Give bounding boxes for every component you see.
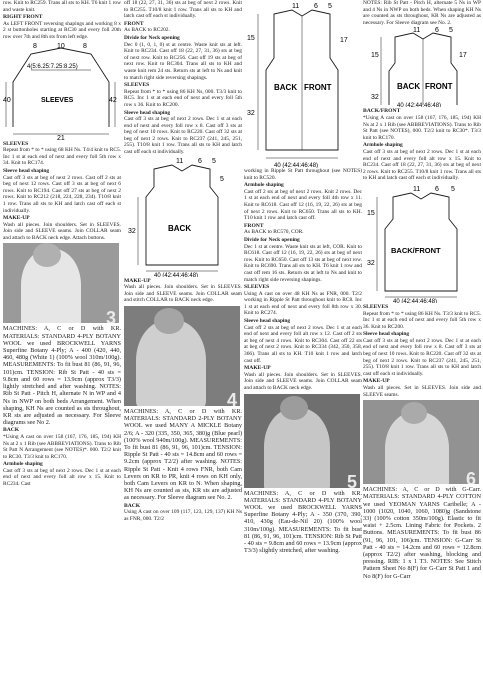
bf-top-label-front: FRONT <box>425 82 453 92</box>
armhole-text: Cast off 2 sts at beg of next 2 rows. Knit 2 rows. Dec 1 st at each end of next and every foll 4th row x 11. Knit to RC618. Cast off 12 (16, 19, 22, 26) sts at beg of next 2 rows. Knit to RC650. Trans all sts to KH. T10 knit 1 row and latch cast off. <box>244 188 362 222</box>
bf-dim-height-b: 17 <box>340 37 348 44</box>
back-label: BACK <box>168 223 192 233</box>
sleeve-shaping-heading: Sleeve head shaping <box>363 331 410 338</box>
bf-bottom-label: BACK/FRONT <box>391 245 441 255</box>
makeup-heading: MAKE-UP <box>124 277 151 284</box>
back-dim-shoulder: 5 <box>220 175 224 183</box>
sleeve-dim-height-b: 42 <box>109 96 117 104</box>
right-front-text: As LEFT FRONT reversing shapings and working 8 x 2 st buttonholes starting at RC30 and every foll 20th row over 7th and 8th sts from left edge. <box>3 20 121 40</box>
sleeve-shaping-heading: Sleeve head shaping <box>124 109 171 116</box>
bf-top-dim-side: 5 <box>449 27 453 35</box>
back-text: Using A cast on over 109 (117, 123, 129, 137) KH Ns as FNR, 000. T2/2 <box>124 509 242 522</box>
col2-intro: off 18 (22, 27, 31, 36) sts at beg of next 2 rows. Knit to RC255. T10/8 knit 1 row. Trans all sts to KH and latch cast off each st individually. <box>124 0 242 20</box>
sleeve-shaping-heading: Sleeve head shaping <box>3 167 50 174</box>
bf-top-dim-neck: 6 <box>435 27 439 35</box>
bf-bottom-dim-base: 40 (42:44:46:48) <box>393 298 438 303</box>
bf-dim-height-a: 15 <box>247 35 255 42</box>
back-front-diagram-top <box>363 27 481 107</box>
armhole-heading: Armhole shaping <box>3 461 43 468</box>
back-diagram <box>124 157 242 277</box>
sleeves-text: Repeat from * to * using 86 KH Ns, 000. T3/3 knit to RC5. Inc 1 st at each end of next and every foll 5th row x 36. Knit to RC200. <box>124 88 242 108</box>
bf-dim-side: 5 <box>328 3 332 10</box>
materials-text: MACHINES: A, C or D with KR. MATERIALS: STANDARD 4-PLY BOTANY WOOL we used BROCKWELL YARNS Superfine Botany 4-Ply; A - 350 (370, 390, 410, 430g (Eau-de-Nil 20) (100% wool 310m/100g). MEASUREMENTS: To fit bust 81 (86, 91, 96, 101)cm. TENSION: Rib St Patt - 40 sts = 9.8cm and 60 rows = 13.9cm (approx T3/3) slightly stretched, after washing. <box>244 489 362 555</box>
bf-label-back: BACK <box>274 83 298 92</box>
sleeve-label: SLEEVES <box>41 96 74 104</box>
back-text: *Using A cast on over 158 (167, 176, 185, 194) KH Ns at 2 x 1 Rib (see ABBREVIATIONS). Trans to Rib St Patt N Arrangement (see NOTES)*. 000. T2/2 knit to RC30. T3/3 knit to RC170. <box>3 433 121 460</box>
back-dim-base: 40 (42:44:46:48) <box>154 272 199 277</box>
sleeve-diagram <box>3 42 121 140</box>
divide-text: Dec 0 (1, 0, 1, 0) st at centre. Waste knit sts at left. Knit to RC234. Cast off 18 (22, 27, 31, 36) sts at beg of next row. Knit to RC256. Cast off 19 sts at beg of next row. Knit to RC304. Trans all sts to KH and waste knit rem 24 sts. Return sts at left to Ns and knit to match right side reversing shapings. <box>124 41 242 81</box>
col4-intro: NOTES: Rib St Patt - Pitch H, alternate 5 Ns in WP and 4 Ns in NWP on both beds. When shaping KH Ns are counted as sts throughout, KR Ns are adjusted as necessary. For Sleeve diagram see No. 2. <box>363 0 481 26</box>
materials-text: MACHINES: A, C or D with KR. MATERIALS: STANDARD 4-PLY BOTANY WOOL we used BROCKWELL YARNS Superfine Botany 4-Ply; A - 400 (420, 440, 460, 480g (White 1) (100% wool 310m/100g). MEASUREMENTS: To fit bust 81 (86, 91, 96, 101)cm. TENSION: Rib St Patt - 40 sts = 9.8cm and 60 rows = 13.9cm (approx T3/3) lightly stretched and after washing. NOTES: Rib St Patt - Pitch H, alternate N in WP and 4 Ns in NWP on both beds Arrangement. When shaping, KH Ns are counted as sts throughout, KR sts are adjusted as necessary. For Sleeve diagrams see No 2. <box>3 325 121 427</box>
sleeves-heading: SLEEVES <box>363 303 389 310</box>
bf-bottom-dim-side: 5 <box>451 185 455 193</box>
armhole-text: Cast off 3 sts at beg of next 2 rows. Dec 1 st at each end of next and every foll alt row x 15. Knit to RC234. Cast off 18 (22, 27, 31, 36) sts at beg of next 2 rows. Knit to RC255. T10/8 knit 1 row. Trans all sts to KH and latch cast off each st individually. <box>363 148 481 182</box>
sleeve-shaping-text: Cast off 3 sts at beg of next 2 rows. Dec 1 st at each end of next and every foll row x 8. Cast off 3 sts at beg of next 10 rows. Knit to RC220. Cast off 32 sts at beg of next 2 rows. Knit to RC237 (241, 245, 251, 255). T10/8 knit 1 row. Trans all sts to KH and latch cast off each st individually. <box>363 337 481 377</box>
garment-photo-4 <box>124 306 240 406</box>
bf-top-dim-top: 11 <box>413 27 421 35</box>
materials-text: MACHINES: A, C or D with G-Carr. MATERIALS: STANDARD 4-PLY COTTON we used YEOMAN YARNS Caribelle; A - 1000 (1020, 1040, 1060, 1080)g (Sandstone 33) (100% cotton 350m/100g). Elastic to fit waist + 2.5cm. Lining Fabric for Pockets. 2 Buttons. MEASUREMENTS: To fit bust 86 (91, 96, 101, 106)cm. TENSION: G-Carr St Patt - 40 sts = 14.2cm and 60 rows = 12.8cm (approx T2/2) after washing, blocking and pressing. RIB: 1 x 1 T3. NOTES: See Stitch Pattern Sheet No 8(F) for G-Carr St Patt 1 and No 8(F) for G-Carr <box>363 486 481 580</box>
back-front-diagram-bottom <box>363 183 481 303</box>
bf-dim-top: 11 <box>292 3 300 10</box>
model-head <box>280 396 308 420</box>
model-head <box>154 308 184 334</box>
makeup-text: Wash all pieces. Set in SLEEVES. Join side and SLEEVE seams. <box>363 385 481 398</box>
right-front-heading: RIGHT FRONT <box>3 14 43 21</box>
makeup-heading: MAKE-UP <box>244 365 271 372</box>
photo-number: 5 <box>346 472 357 488</box>
bf-dim-neck: 6 <box>314 3 318 10</box>
armhole-heading: Armhole shaping <box>244 182 284 189</box>
sleeves-text: Using A cast on over 48 KH Ns as FNR, 000. T2/2 working in Ripple St Patt throughout knit to RC8. Inc 1 st at each end of next and every foll 8th row x 30. Knit to RC274. <box>244 290 362 317</box>
bf-bottom-dim-neck: 6 <box>435 185 439 193</box>
front-text: As BACK to RC202. <box>124 27 170 34</box>
column-4 <box>363 0 481 700</box>
photo-number: 6 <box>465 468 476 485</box>
divide-heading: Divide for Neck opening <box>124 34 180 41</box>
bf-top-label-back: BACK <box>397 82 421 92</box>
garment-photo-6 <box>363 400 479 484</box>
back-front-text: *Using A cast on over 158 (167, 176, 185, 194) KH Ns at 2 x 1 Rib (see ABBREVIATIONS). Trans to Rib St Patt (see NOTES), 000. T2/2 knit to RC30*. T3/3 knit to RC170. <box>363 114 481 141</box>
bf-dim-height-c: 32 <box>247 110 255 117</box>
column-1 <box>3 0 121 700</box>
front-heading: FRONT <box>124 20 144 27</box>
makeup-text: Wash all pieces. Join shoulders. Set in SLEEVES. Join side and SLEEVE seams. Join COLLAR seam and stitch COLLAR to BACK neck edge. <box>124 284 242 304</box>
back-front-diagram <box>244 0 362 168</box>
column-3 <box>244 0 362 700</box>
bf-top-dim-height-a: 15 <box>371 52 379 60</box>
bf-bottom-dim-top: 11 <box>413 185 421 193</box>
materials-text: MACHINES: A, C or D with KR. MATERIALS: STANDARD 2-PLY BOTANY WOOL we used MANY A MICKLE Botany 2/6; A - 320 (335, 350, 365, 380)g (Blue pearl) (100% wool 940m/100g). MEASUREMENTS: To fit bust 81 (86, 91, 96, 101)cm. TENSION: Ripple St Patt - 40 sts = 14.8cm and 60 rows = 9.2cm (approx T2/2) after washing. NOTES: Ripple St Patt - Knit 4 rows FNR, both Cam Levers on KR to PR, knit 4 rows on KH only, both Cam Levers on KR to N. When shaping, KH Ns are counted as sts, KR sts are adjusted as necessary. For Sleeve diagram see No. 2. <box>124 408 242 502</box>
back-dim-height: 32 <box>128 227 136 235</box>
back-heading: BACK <box>124 502 141 509</box>
sleeve-dim-top: 8 <box>33 42 37 50</box>
bf-top-dim-height-b: 17 <box>459 52 467 60</box>
sleeves-heading: SLEEVES <box>3 140 29 147</box>
back-dim-top: 11 <box>176 157 184 165</box>
sleeve-dim-right: 8 <box>83 42 87 50</box>
makeup-heading: MAKE-UP <box>3 215 30 222</box>
divide-heading: Divide for Neck opening <box>244 236 300 243</box>
makeup-heading: MAKE-UP <box>363 378 390 385</box>
model-figure <box>264 408 330 488</box>
column-2 <box>124 0 242 700</box>
col3-intro: working in Ripple St Patt throughout (see NOTES) knit to RC520. <box>244 168 362 181</box>
sleeves-text: Repeat from * to * using 86 KH Ns. T3/3 knit to RC5. Inc 1 st at each end of next and every foll 5th row x 36. Knit to RC200. <box>363 310 481 330</box>
back-front-heading: BACK/FRONT <box>363 108 401 115</box>
sleeve-shaping-text: Cast off 3 sts at beg of next 2 rows. Dec 1 st at each end of next and every foll row x 8. Cast off 3 sts at beg of next 10 rows. Knit to RC220. Cast off 32 sts at beg of next 2 rows. Knit to RC237 (241, 245, 251, 255). T10/8 knit 1 row. Trans all sts to KH and latch cast off each st individually. <box>124 116 242 156</box>
back-dim-side: 5 <box>212 157 216 165</box>
bf-bottom-dim-height-a: 15 <box>367 209 375 217</box>
sleeves-heading: SLEEVES <box>124 82 150 89</box>
armhole-heading: Armhole shaping <box>363 142 403 149</box>
col1-intro: row. Knit to RC259. Trans all sts to KH. T6 knit 1 row and waste knit. <box>3 0 121 13</box>
sleeve-dim-sizes: 4(5:6.25:7.25:8.25) <box>27 63 78 70</box>
sleeve-dim-base: 21 <box>57 134 65 140</box>
sleeves-heading: SLEEVES <box>244 284 270 291</box>
photo-number: 4 <box>226 390 237 407</box>
back-dim-neck: 6 <box>198 157 202 165</box>
sleeve-dim-mid: 10 <box>57 42 65 50</box>
garment-photo-5 <box>244 394 360 488</box>
photo-number: 3 <box>105 307 116 324</box>
back-heading: BACK <box>3 427 20 434</box>
sleeves-text: Repeat from * to * using 68 KH Ns. T4/4 knit to RC5. Inc 1 st at each end of next and every foll 5th row x 34. Knit to RC174. <box>3 147 121 167</box>
front-heading: FRONT <box>244 222 264 229</box>
bf-top-dim-base: 40 (42:44:46:48) <box>397 103 442 108</box>
makeup-text: Wash all pieces. Join shoulders. Set in SLEEVES. Join side and SLEEVE seams. Join COLLAR seam and attach to BACK neck edge. Attach buttons. <box>3 221 121 241</box>
sleeve-shaping-text: Cast off 3 sts at beg of next 2 rows. Cast off 2 sts at beg of next 12 rows. Cast off 3 sts at beg of next 6 rows. Knit to RC194. Cast off 27 sts at beg of next 2 rows. Knit to RC212 (218, 224, 228, 234). T10/8 knit 1 row. Trans all sts to KH and latch cast off each st individually. <box>3 174 121 214</box>
bf-bottom-dim-height-b: 32 <box>367 259 375 267</box>
divide-text: Dec 1 st at centre. Waste knit sts at left, COR. Knit to RC618. Cast off 12 (16, 19, 22, 26) sts at beg of next row. Knit to RC650. Cast off 13 sts at beg of next row. Knit to RC690. Trans all sts to KH. T6 knit 1 row and cast off rem 16 sts. Return sts at left to Ns and knit to match right side reversing shapings. <box>244 243 362 283</box>
bf-dim-base: 40 (42:44:46:48) <box>274 163 319 168</box>
sleeve-shaping-heading: Sleeve head shaping <box>244 318 291 325</box>
sleeve-dim-height-a: 40 <box>3 96 11 104</box>
bf-label-front: FRONT <box>304 83 332 92</box>
bf-top-dim-height-c: 32 <box>371 94 379 102</box>
front-text: As BACK to RC570, COR. <box>244 229 304 236</box>
makeup-text: Wash all pieces. Join shoulders. Set in SLEEVES. Join side and SLEEVE seams. Join COLLAR seam and attach to BACK neck edge. <box>244 371 362 391</box>
sleeve-shaping-text: Cast off 2 sts at beg of next 2 rows. Dec 1 st at each end of next and every foll alt row x 12. Cast off 2 sts at beg of next 4 rows. Knit to RC304. Cast off 22 sts at beg of next 2 rows. Knit to RC334 (342, 350, 358, 366). Trans all sts to KH. T10 knit 1 row and latch cast off. <box>244 324 362 364</box>
garment-photo-3 <box>3 243 119 323</box>
armhole-text: Cast off 3 sts at beg of next 2 rows. Dec 1 st at each end of next and every foll alt row x 15. Knit to RC234. Cast <box>3 467 121 488</box>
